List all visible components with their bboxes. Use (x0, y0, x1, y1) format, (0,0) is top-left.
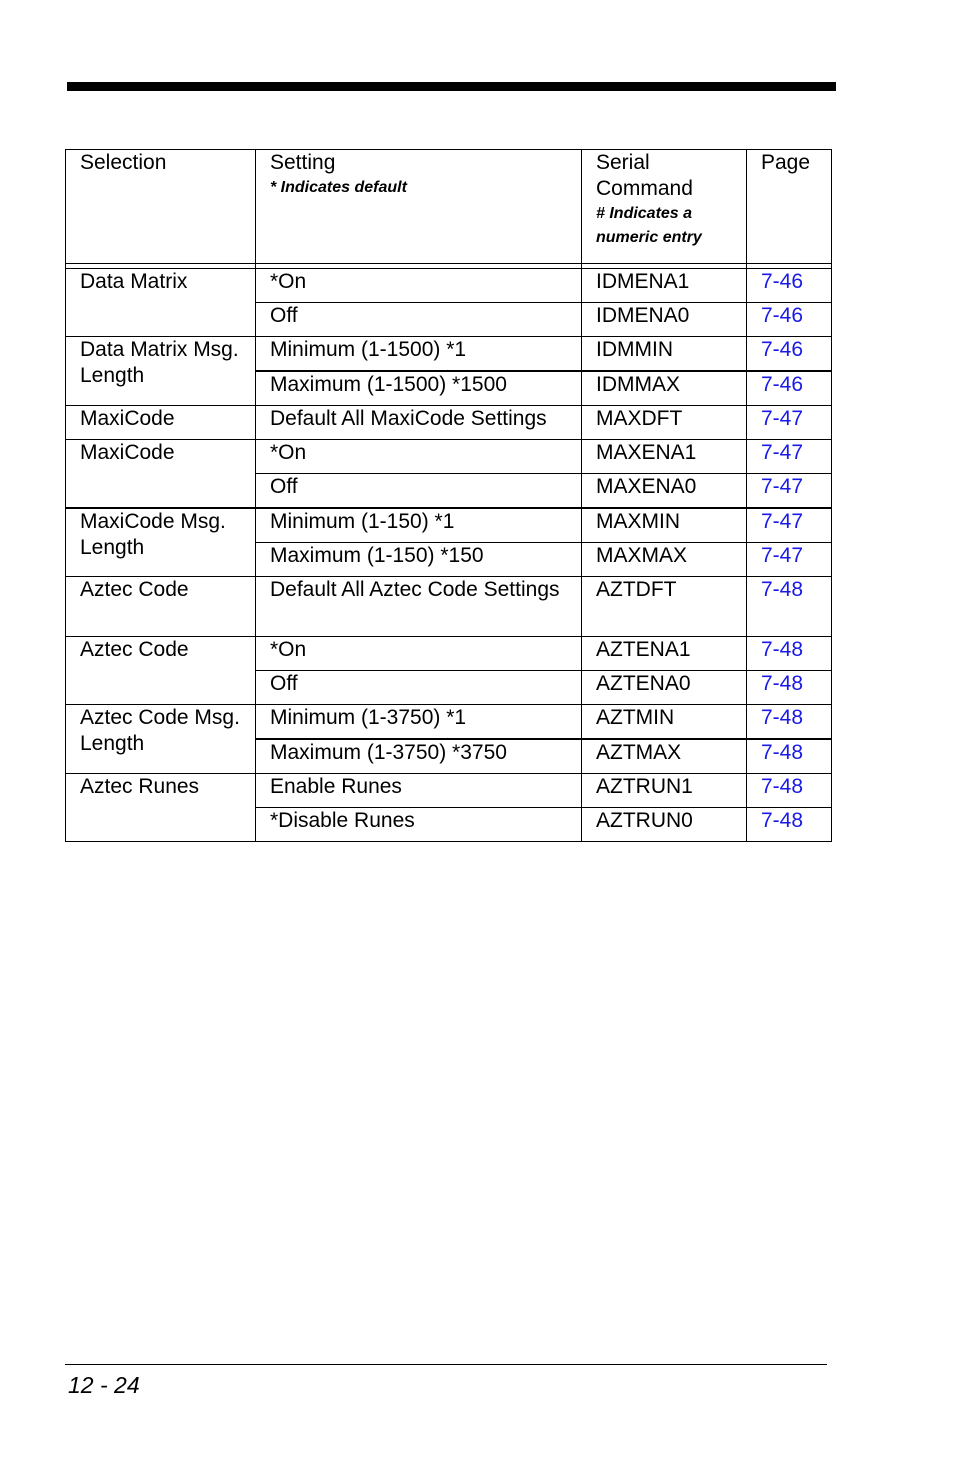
page-link[interactable]: 7-46 (747, 371, 832, 406)
page-link[interactable]: 7-48 (747, 637, 832, 671)
header-serial-note-1: # Indicates a (596, 205, 693, 222)
table-row (66, 637, 832, 671)
setting-cell: Enable Runes (256, 774, 582, 808)
selection-cell: Aztec Code (66, 577, 256, 637)
command-cell: AZTMIN (582, 705, 747, 740)
serial-command-table (65, 149, 832, 842)
setting-cell: Minimum (1-150) *1 (256, 508, 582, 543)
header-serial-command: Serial Command # Indicates a numeric entry (582, 150, 747, 264)
selection-cell: MaxiCode (66, 440, 256, 509)
command-cell: MAXDFT (582, 406, 747, 440)
page-link[interactable]: 7-47 (747, 543, 832, 577)
footer-rule (65, 1364, 827, 1365)
selection-cell: Aztec Code Msg. Length (66, 705, 256, 774)
header-setting-note: * Indicates default (270, 179, 407, 196)
setting-cell: Off (256, 474, 582, 509)
page-link[interactable]: 7-48 (747, 739, 832, 774)
page-link[interactable]: 7-47 (747, 508, 832, 543)
header-page: Page (747, 150, 832, 264)
table-row (66, 508, 832, 543)
header-setting: Setting * Indicates default (256, 150, 582, 264)
setting-cell: Minimum (1-1500) *1 (256, 337, 582, 372)
page-link[interactable]: 7-47 (747, 440, 832, 474)
command-cell: AZTRUN1 (582, 774, 747, 808)
selection-cell: MaxiCode Msg. Length (66, 508, 256, 577)
selection-cell: Aztec Runes (66, 774, 256, 842)
selection-cell: Data Matrix Msg. Length (66, 337, 256, 406)
command-cell: IDMENA0 (582, 303, 747, 337)
page-link[interactable]: 7-48 (747, 774, 832, 808)
command-cell: MAXMAX (582, 543, 747, 577)
page-number: 12 - 24 (68, 1372, 140, 1398)
command-cell: AZTENA0 (582, 671, 747, 705)
selection-cell: Data Matrix (66, 269, 256, 337)
command-cell: IDMMIN (582, 337, 747, 372)
page-link[interactable]: 7-48 (747, 808, 832, 842)
page-link[interactable]: 7-47 (747, 406, 832, 440)
header-selection: Selection (66, 150, 256, 264)
setting-cell: Minimum (1-3750) *1 (256, 705, 582, 740)
page-link[interactable]: 7-46 (747, 303, 832, 337)
command-cell: MAXENA1 (582, 440, 747, 474)
command-cell: IDMMAX (582, 371, 747, 406)
setting-cell: Default All Aztec Code Settings (256, 577, 582, 637)
setting-cell: Maximum (1-1500) *1500 (256, 371, 582, 406)
setting-cell: *Disable Runes (256, 808, 582, 842)
table-row (66, 406, 832, 440)
command-cell: AZTDFT (582, 577, 747, 637)
setting-cell: Maximum (1-150) *150 (256, 543, 582, 577)
setting-cell: Maximum (1-3750) *3750 (256, 739, 582, 774)
page-link[interactable]: 7-48 (747, 577, 832, 637)
command-cell: MAXMIN (582, 508, 747, 543)
setting-cell: *On (256, 440, 582, 474)
setting-cell: Off (256, 303, 582, 337)
command-cell: AZTMAX (582, 739, 747, 774)
header-serial-note-2: numeric entry (596, 229, 702, 246)
setting-cell: Default All MaxiCode Settings (256, 406, 582, 440)
selection-cell: MaxiCode (66, 406, 256, 440)
table-header-row (66, 150, 832, 264)
setting-cell: *On (256, 637, 582, 671)
table-row (66, 577, 832, 637)
page-link[interactable]: 7-46 (747, 337, 832, 372)
page-link[interactable]: 7-46 (747, 269, 832, 303)
selection-cell: Aztec Code (66, 637, 256, 705)
page-link[interactable]: 7-48 (747, 671, 832, 705)
command-cell: IDMENA1 (582, 269, 747, 303)
command-cell: AZTENA1 (582, 637, 747, 671)
table-row (66, 705, 832, 740)
setting-cell: *On (256, 269, 582, 303)
table-row (66, 440, 832, 474)
page-link[interactable]: 7-47 (747, 474, 832, 509)
table-row (66, 337, 832, 372)
table-row (66, 774, 832, 808)
page-link[interactable]: 7-48 (747, 705, 832, 740)
table-row (66, 269, 832, 303)
top-rule (67, 82, 836, 91)
command-cell: MAXENA0 (582, 474, 747, 509)
command-cell: AZTRUN0 (582, 808, 747, 842)
setting-cell: Off (256, 671, 582, 705)
